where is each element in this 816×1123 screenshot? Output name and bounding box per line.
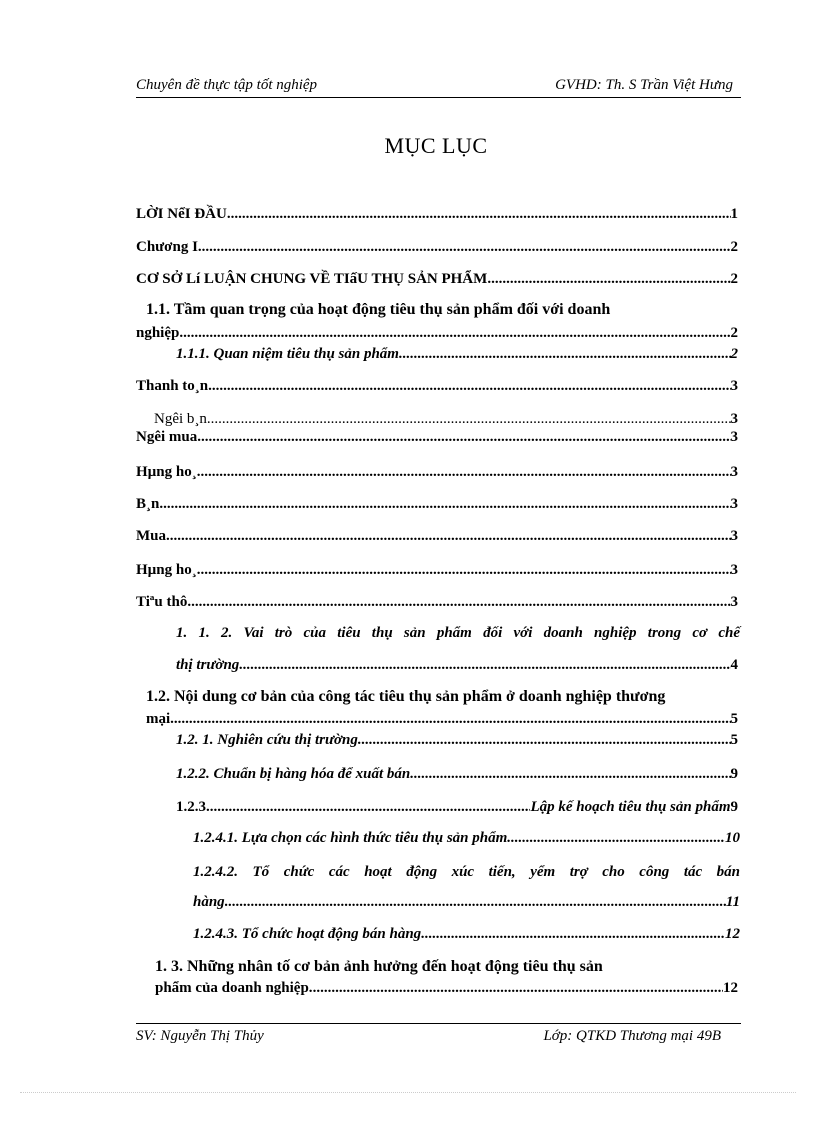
toc-entry-page: 3 <box>730 378 738 394</box>
toc-entry-page: 3 <box>730 562 738 578</box>
toc-entry-text: phẩm của doanh nghiệp. <box>155 980 313 996</box>
toc-entry-page: 2 <box>730 346 738 362</box>
toc-entry-text: Ngêi b¸n <box>154 411 207 427</box>
toc-entry[interactable] <box>146 710 738 728</box>
toc-entry-page: 3 <box>730 429 738 445</box>
toc-leader-dots <box>170 710 730 728</box>
toc-entry-page: 12 <box>725 926 740 942</box>
toc-entry-text: 1.2.2. Chuẩn bị hàng hóa để xuất bán <box>176 766 411 782</box>
toc-entry[interactable] <box>193 925 740 943</box>
toc-entry-text: 1.1.1. Quan niệm tiêu thụ sản phẩm <box>176 346 399 362</box>
toc-entry-text: LỜI NểI ĐẦU <box>136 206 227 222</box>
toc-entry-text: 1.2.4.3. Tổ chức hoạt động bán hàng <box>193 926 422 942</box>
toc-leader-dots <box>421 925 725 943</box>
toc-entry-text: B¸n <box>136 496 160 512</box>
toc-entry-page: 10 <box>725 830 740 846</box>
toc-entry-text: Chương I <box>136 239 198 255</box>
toc-entry[interactable] <box>176 765 738 783</box>
toc-entry-text: mại <box>146 711 171 727</box>
toc-leader-dots <box>197 561 731 579</box>
toc-entry[interactable] <box>136 377 738 395</box>
toc-entry-page: 11 <box>725 894 740 910</box>
toc-entry-text-line1[interactable]: 1.2. Nội dung cơ bản của công tác tiêu thụ sản phẩm ở doanh nghiệp thương <box>146 688 666 705</box>
toc-leader-dots <box>313 979 723 997</box>
toc-entry[interactable] <box>136 463 738 481</box>
toc-entry-page: 3 <box>730 528 738 544</box>
toc-entry-page: 5 <box>730 732 738 748</box>
toc-entry[interactable] <box>193 893 740 911</box>
toc-leader-dots <box>207 410 731 428</box>
toc-leader-dots <box>208 377 730 395</box>
toc-entry-text: 1.2. 1. Nghiên cứu thị trường <box>176 732 358 748</box>
header-left: Chuyên đề thực tập tốt nghiệp <box>136 77 318 93</box>
toc-entry-text: Thanh to¸n <box>136 378 209 394</box>
toc-leader-dots <box>225 893 726 911</box>
page-title: MỤC LỤC <box>384 133 488 158</box>
toc-entry-text: Hµng ho¸ <box>136 562 197 578</box>
toc-entry[interactable] <box>136 561 738 579</box>
toc-leader-dots <box>410 765 730 783</box>
toc-entry-page: 5 <box>730 711 738 727</box>
footer-right: Lớp: QTKD Thương mại 49B <box>543 1028 721 1044</box>
toc-leader-dots <box>166 527 731 545</box>
toc-leader-dots <box>206 798 530 816</box>
toc-leader-dots <box>159 495 730 513</box>
toc-entry[interactable] <box>155 979 738 997</box>
toc-leader-dots <box>198 238 731 256</box>
toc-leader-dots <box>227 205 731 223</box>
toc-entry-page: 12 <box>723 980 738 996</box>
toc-entry-page: 1 <box>730 206 738 222</box>
toc-entry-text-line1[interactable]: 1.2.4.2. Tổ chức các hoạt động xúc tiến, yểm trợ cho công tác bán <box>193 864 740 880</box>
toc-leader-dots <box>358 731 731 749</box>
toc-entry[interactable] <box>176 345 738 363</box>
toc-entry[interactable] <box>136 428 738 446</box>
toc-entry-text: Tiªu thô <box>136 594 188 610</box>
toc-entry-text-line1[interactable]: 1. 1. 2. Vai trò của tiêu thụ sản phẩm đối với doanh nghiệp trong cơ chế <box>176 625 740 641</box>
toc-leader-dots <box>179 324 730 342</box>
toc-entry-text: thị trường <box>176 657 240 673</box>
toc-entry-text: hàng <box>193 894 225 910</box>
toc-leader-dots <box>239 656 730 674</box>
toc-entry-text: Ngêi mua <box>136 429 198 445</box>
toc-leader-dots <box>487 270 730 288</box>
toc-entry-page: 9 <box>730 799 738 815</box>
toc-entry-page: 2 <box>730 271 738 287</box>
toc-entry-title: Lập kế hoạch tiêu thụ sản phẩm <box>530 799 731 815</box>
footer-left: SV: Nguyễn Thị Thủy <box>136 1028 264 1044</box>
toc-leader-dots <box>399 345 731 363</box>
toc-entry-page: 4 <box>730 657 738 673</box>
toc-entry[interactable] <box>136 495 738 513</box>
toc-entry-text: 1.2.3 <box>176 799 206 815</box>
toc-entry[interactable] <box>176 731 738 749</box>
header-right: GVHD: Th. S Trần Việt Hưng <box>555 77 733 93</box>
toc-entry[interactable] <box>193 829 740 847</box>
toc-entry[interactable] <box>136 270 738 288</box>
toc-entry[interactable] <box>136 527 738 545</box>
toc-entry-text: Hµng ho¸ <box>136 464 197 480</box>
toc-entry-page: 3 <box>730 496 738 512</box>
toc-leader-dots <box>187 593 730 611</box>
toc-entry-text: 1.2.4.1. Lựa chọn các hình thức tiêu thụ sản phẩm <box>193 830 508 846</box>
toc-entry[interactable] <box>136 593 738 611</box>
page-footer <box>136 1023 741 1048</box>
toc-leader-dots <box>197 428 730 446</box>
toc-entry-text: Mua <box>136 528 166 544</box>
toc-entry[interactable] <box>154 410 738 428</box>
page-header <box>136 75 741 98</box>
toc-entry[interactable] <box>136 205 738 223</box>
toc-entry-text-line1[interactable]: 1.1. Tầm quan trọng của hoạt động tiêu thụ sản phẩm đối với doanh <box>146 301 611 318</box>
toc-entry-text: nghiệp <box>136 325 180 341</box>
toc-entry-page: 9 <box>730 766 738 782</box>
toc-entry-page: 3 <box>730 464 738 480</box>
toc-entry-page: 2 <box>730 325 738 341</box>
toc-leader-dots <box>507 829 725 847</box>
toc-entry-page: 3 <box>730 411 738 427</box>
toc-entry[interactable] <box>176 798 738 816</box>
toc-entry[interactable] <box>136 324 738 342</box>
toc-entry-page: 2 <box>730 239 738 255</box>
toc-entry-page: 3 <box>730 594 738 610</box>
page-bottom-divider <box>20 1092 796 1093</box>
toc-entry-text: CƠ SỞ Lí LUẬN CHUNG VỀ TIấU THỤ SẢN PHẨM <box>136 271 488 287</box>
toc-entry-text-line1[interactable]: 1. 3. Những nhân tố cơ bản ảnh hưởng đến hoạt động tiêu thụ sản <box>155 958 603 975</box>
toc-entry[interactable] <box>136 238 738 256</box>
toc-leader-dots <box>197 463 731 481</box>
toc-entry[interactable] <box>176 656 738 674</box>
